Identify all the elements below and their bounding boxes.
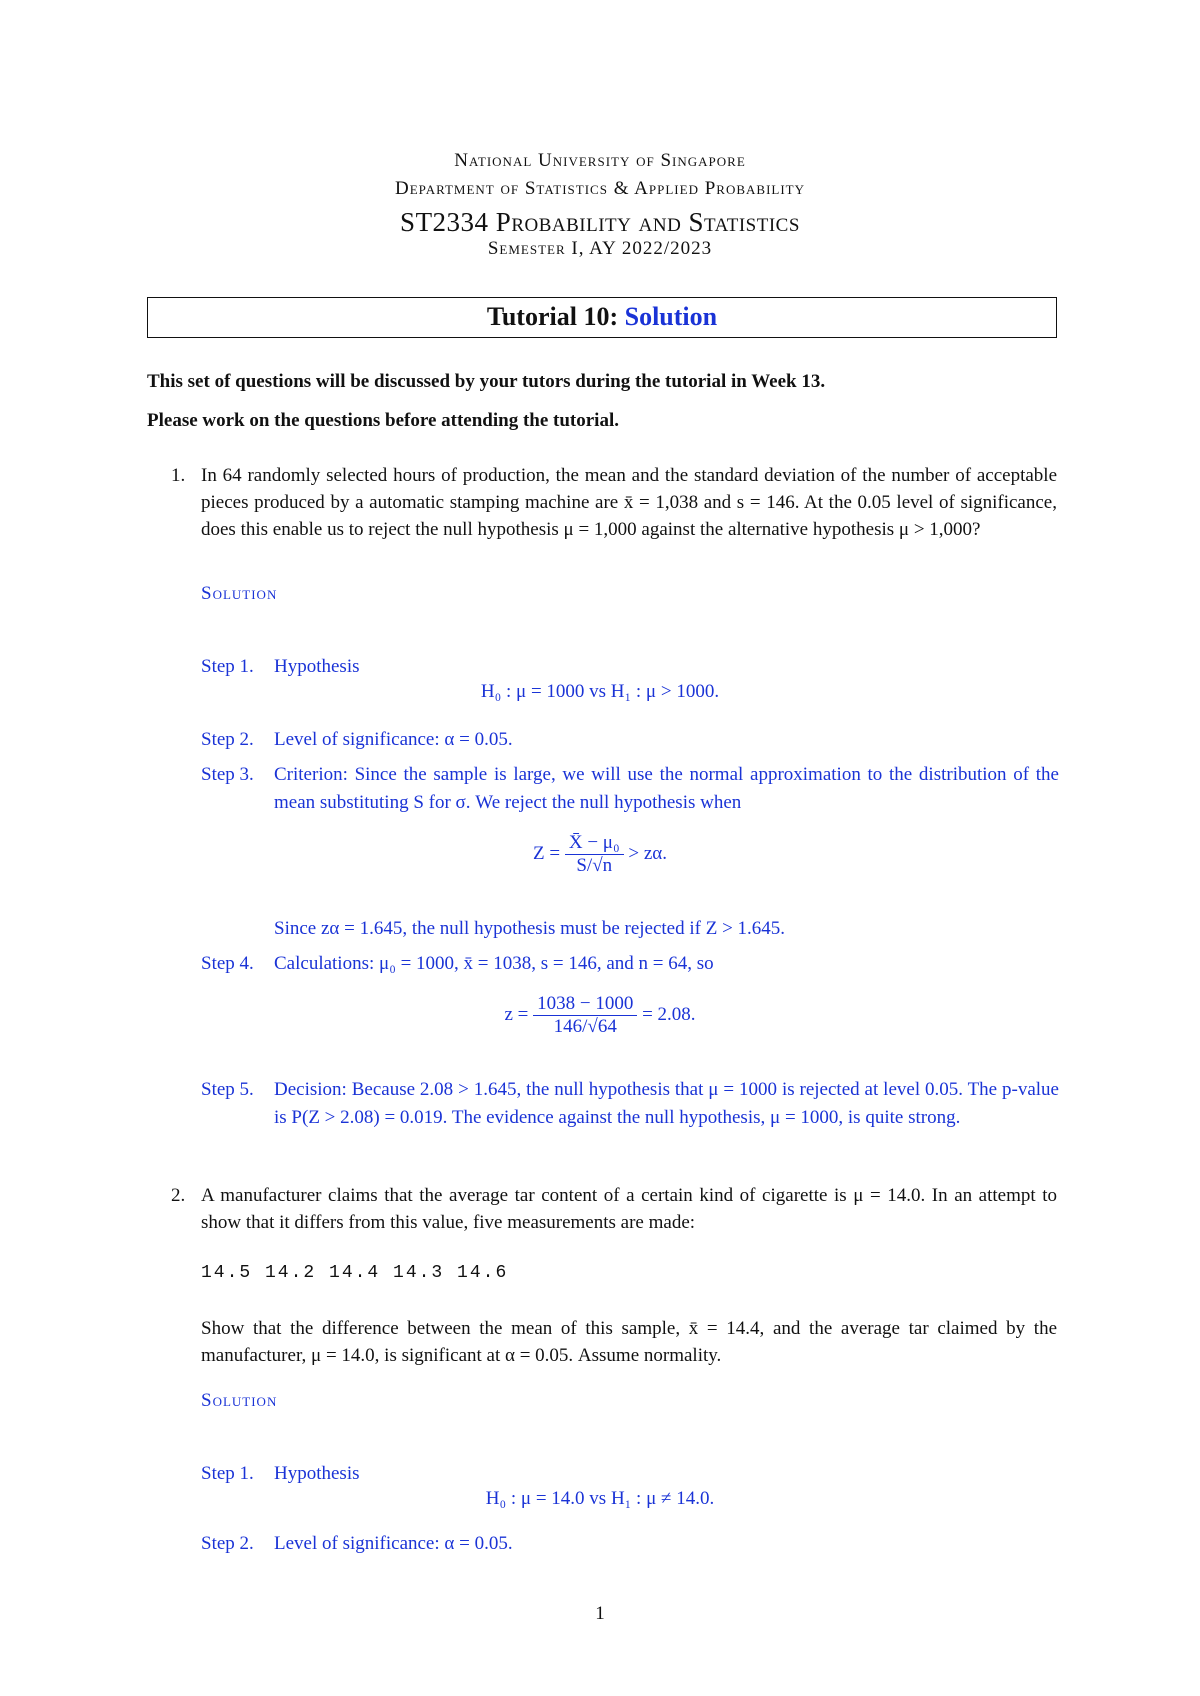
intro-line-1: This set of questions will be discussed by your tutors during the tutorial in Week 13. [147, 371, 826, 392]
step-text: Calculations: μ₀ = 1000, x̄ = 1038, s = 146, and n = 64, so [274, 953, 714, 974]
step-text: Criterion: Since the sample is large, we will use the normal approximation to the distribution of the mean substituting S for σ. We reject the null hypothesis when [274, 764, 1059, 813]
question-2-text-2: Show that the difference between the mean of this sample, x̄ = 14.4, and the average tar claimed by the manufacturer, μ = 14.0, is significant at α = 0.05. Assume normality. [201, 1318, 1057, 1366]
step-text: Level of significance: α = 0.05. [274, 729, 513, 750]
step-text: Hypothesis [274, 656, 360, 677]
solution-heading: Solution [201, 1390, 278, 1411]
fraction [533, 993, 637, 1038]
semester-label: Semester I, AY 2022/2023 [487, 238, 713, 259]
step-label: Step 1. [201, 656, 254, 677]
q1-calculation-equation [0, 993, 1200, 1038]
step-label: Step 4. [201, 953, 254, 974]
step-label: Step 2. [201, 1533, 254, 1554]
question-number: 1. [171, 465, 186, 486]
step-text: Hypothesis [274, 1463, 360, 1484]
university-name: National University of Singapore [454, 150, 746, 171]
solution-heading: Solution [201, 583, 278, 604]
fraction-numerator: 1038 − 1000 [537, 993, 634, 1014]
q1-hypothesis-equation: H₀ : μ = 1000 vs H₁ : μ > 1000. [480, 681, 720, 702]
department-name: Department of Statistics & Applied Probability [395, 178, 805, 199]
measurement-data: 14.5 14.2 14.4 14.3 14.6 [201, 1263, 509, 1283]
fraction-denominator: S/√n [565, 854, 624, 877]
question-number: 2. [171, 1185, 186, 1206]
equation-rhs: > zα. [628, 842, 667, 864]
tutorial-label: Tutorial 10: [486, 302, 619, 331]
course-title: ST2334 Probability and Statistics [400, 207, 800, 237]
criterion-note: Since zα = 1.645, the null hypothesis must be rejected if Z > 1.645. [274, 918, 786, 939]
intro-line-2: Please work on the questions before attending the tutorial. [147, 410, 619, 431]
fraction-numerator: X̄ − μ₀ [568, 832, 620, 853]
q1-criterion-equation [0, 832, 1200, 877]
step-text: Level of significance: α = 0.05. [274, 1533, 513, 1554]
equation-lhs: Z = [533, 842, 561, 864]
step-label: Step 5. [201, 1079, 254, 1100]
step-label: Step 3. [201, 764, 254, 785]
question-text: A manufacturer claims that the average tar content of a certain kind of cigarette is μ = 14.0. In an attempt to show that it differs from this value, five measurements are made: [201, 1185, 1057, 1233]
step-text: Decision: Because 2.08 > 1.645, the null hypothesis that μ = 1000 is rejected at level 0.05. The p-value is P(Z > 2.08) = 0.019. The evidence against the null hypothesis, μ = 1000, is quite strong. [274, 1079, 1059, 1128]
equation-lhs: z = [504, 1003, 529, 1025]
page-number: 1 [595, 1603, 605, 1624]
solution-label: Solution [624, 302, 718, 331]
fraction [565, 832, 624, 877]
tutorial-title-box [147, 297, 1057, 338]
step-label: Step 2. [201, 729, 254, 750]
question-text: In 64 randomly selected hours of production, the mean and the standard deviation of the number of acceptable pieces produced by a automatic stamping machine are x̄ = 1,038 and s = 146. At the 0.05 level of significance, does this enable us to reject the null hypothesis μ = 1,000 against the alternative hypothesis μ > 1,000? [201, 465, 1057, 540]
equation-rhs: = 2.08. [642, 1003, 696, 1025]
q2-hypothesis-equation: H₀ : μ = 14.0 vs H₁ : μ ≠ 14.0. [485, 1488, 715, 1509]
step-label: Step 1. [201, 1463, 254, 1484]
fraction-denominator: 146/√64 [533, 1015, 637, 1038]
